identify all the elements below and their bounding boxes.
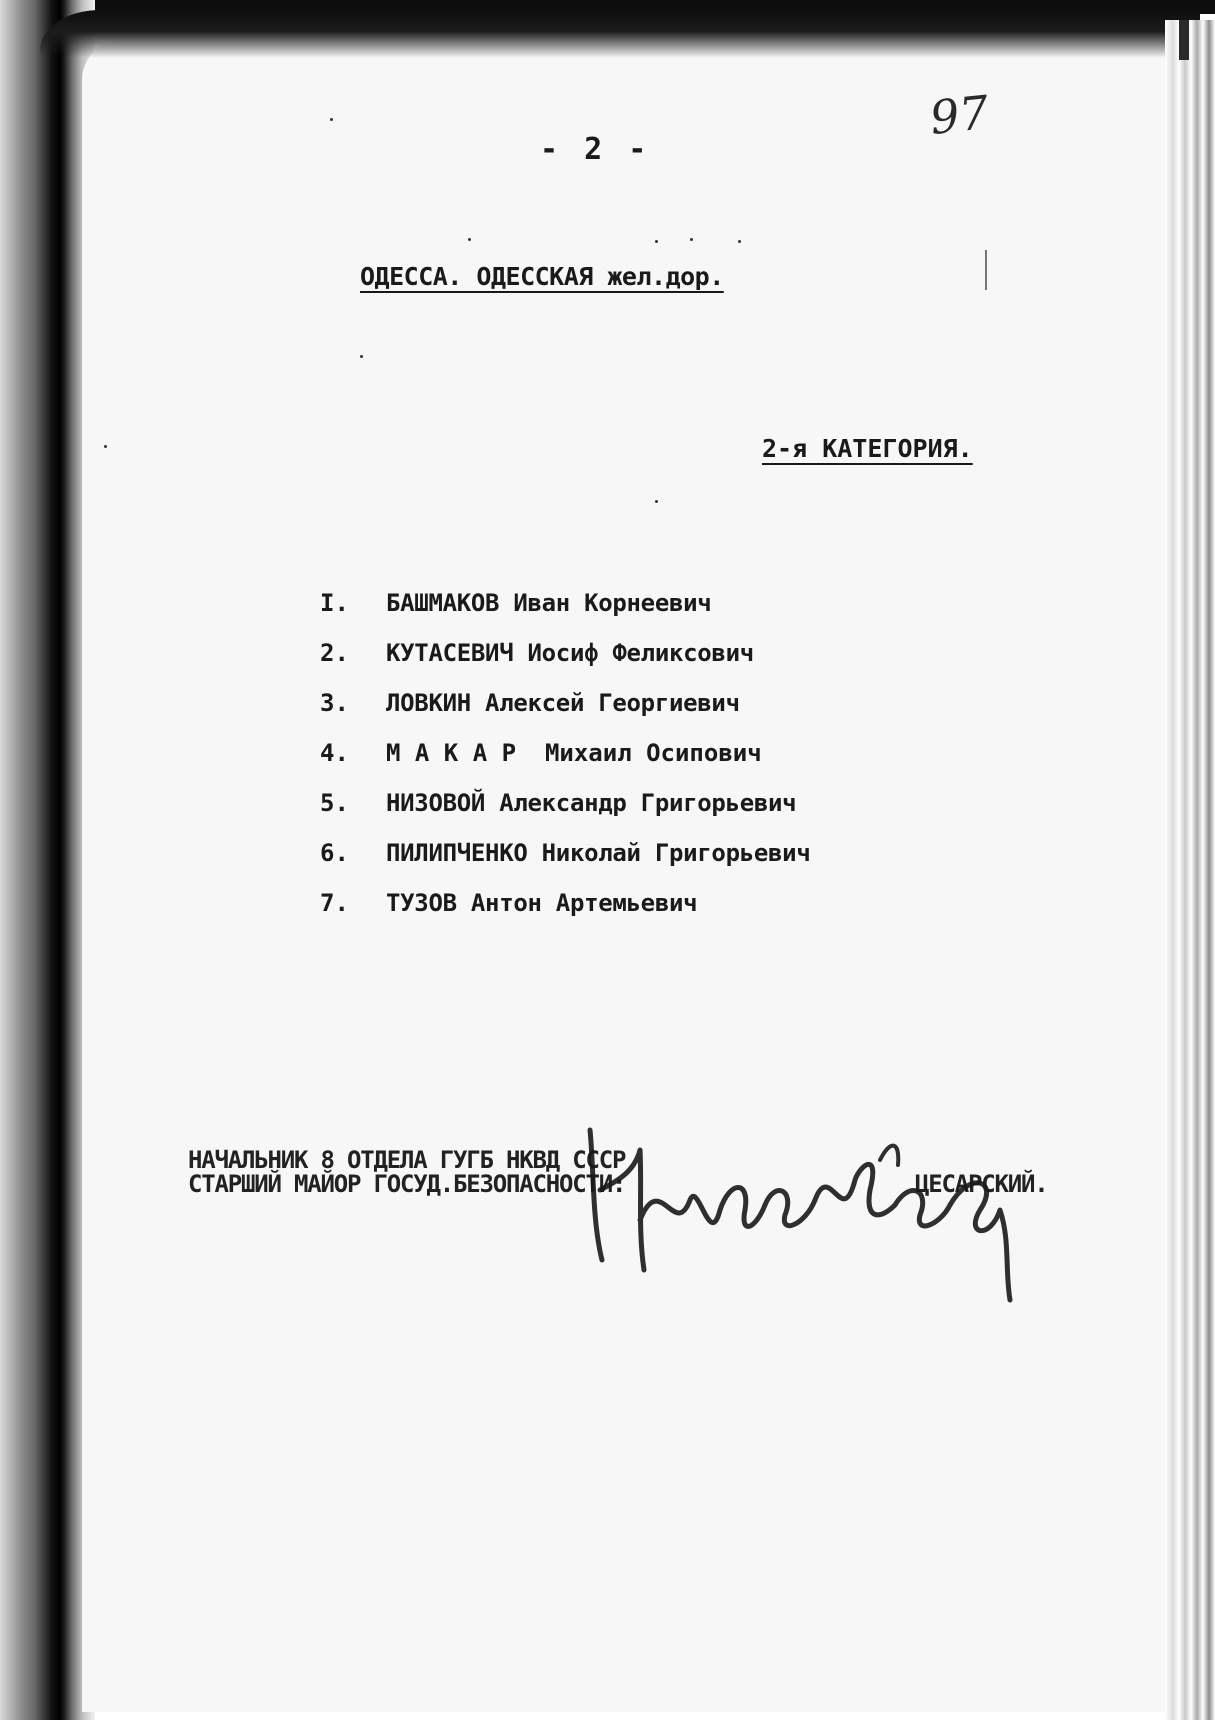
list-item-name: НИЗОВОЙ Александр Григорьевич bbox=[386, 789, 797, 817]
list-item-name: ЛОВКИН Алексей Георгиевич bbox=[386, 689, 740, 717]
list-item-number: 2. bbox=[320, 639, 349, 667]
list-item-number: 5. bbox=[320, 789, 349, 817]
page-stack-corner bbox=[1179, 20, 1189, 60]
list-item-name: ТУЗОВ Антон Артемьевич bbox=[386, 889, 698, 917]
page-stack-edge bbox=[1165, 20, 1215, 1720]
list-item bbox=[320, 778, 810, 828]
list-item bbox=[320, 828, 810, 878]
page-number: - 2 - bbox=[540, 132, 651, 167]
list-item bbox=[320, 628, 810, 678]
list-item-number: 6. bbox=[320, 839, 349, 867]
list-item-name: КУТАСЕВИЧ Иосиф Феликсович bbox=[386, 639, 754, 667]
page-top-fold bbox=[40, 10, 1200, 58]
list-item bbox=[320, 878, 810, 928]
list-item-name: М А К А Р Михаил Осипович bbox=[386, 739, 762, 767]
book-binding-shadow bbox=[0, 0, 95, 1720]
signatory-surname: ЦЕСАРСКИЙ. bbox=[915, 1170, 1048, 1198]
signature-block bbox=[188, 1148, 625, 1196]
handwritten-signature bbox=[580, 1110, 1050, 1310]
name-list bbox=[320, 578, 810, 928]
list-item-number: 4. bbox=[320, 739, 349, 767]
list-item-number: I. bbox=[320, 589, 349, 617]
archive-sheet-number: 97 bbox=[927, 85, 992, 145]
list-item-number: 7. bbox=[320, 889, 349, 917]
list-item-name: БАШМАКОВ Иван Корнеевич bbox=[386, 589, 712, 617]
list-item bbox=[320, 578, 810, 628]
category-label: 2-я КАТЕГОРИЯ. bbox=[762, 434, 973, 463]
list-item-number: 3. bbox=[320, 689, 349, 717]
list-item-name: ПИЛИПЧЕНКО Николай Григорьевич bbox=[386, 839, 811, 867]
list-item bbox=[320, 678, 810, 728]
list-item bbox=[320, 728, 810, 778]
document-heading: ОДЕССА. ОДЕССКАЯ жел.дор. bbox=[360, 262, 724, 291]
signatory-rank: СТАРШИЙ МАЙОР ГОСУД.БЕЗОПАСНОСТИ: bbox=[188, 1170, 626, 1198]
signatory-title: НАЧАЛЬНИК 8 ОТДЕЛА ГУГБ НКВД СССР bbox=[188, 1146, 626, 1174]
